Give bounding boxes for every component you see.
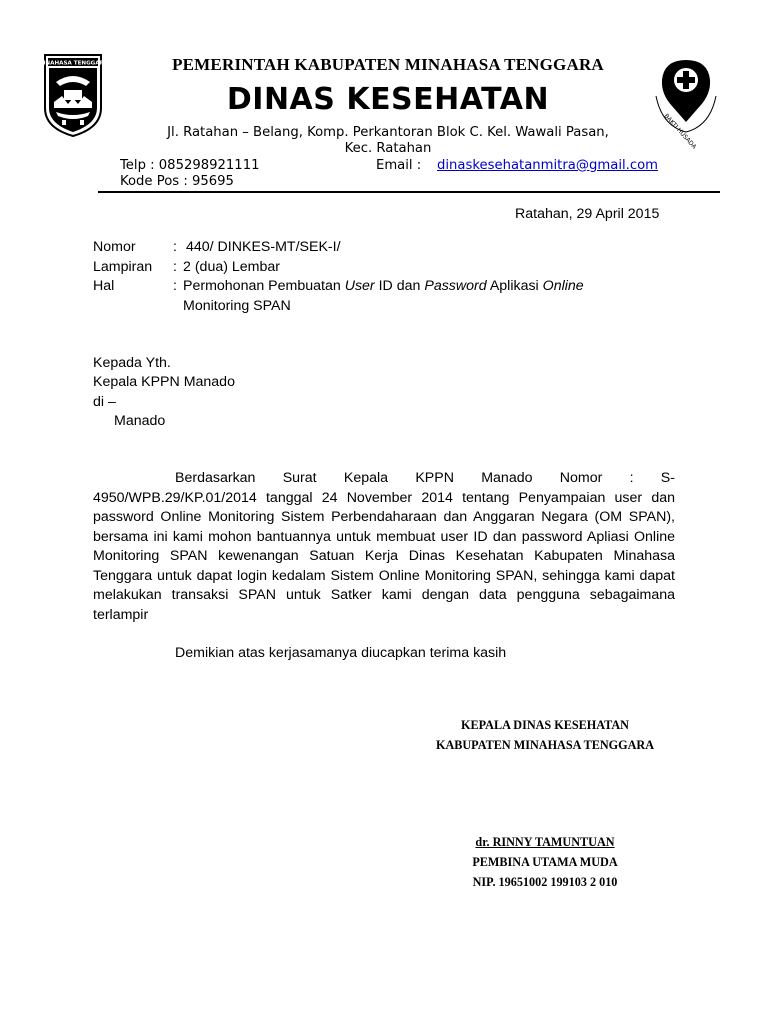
address — [108, 125, 668, 157]
hal-value: Permohonan Pembuatan User ID dan Password Aplikasi Online — [183, 278, 584, 294]
phone: Telp : 085298921111 — [120, 158, 260, 173]
nomor-label: Nomor — [93, 239, 136, 255]
signatory-institution: KABUPATEN MINAHASA TENGGARA — [435, 738, 655, 752]
address-line: Jl. Ratahan – Belang, Komp. Perkantoran Blok C. Kel. Wawali Pasan, — [167, 125, 609, 140]
body-paragraph: Berdasarkan Surat Kepala KPPN Manado Nomor : S-4950/WPB.29/KP.01/2014 tanggal 24 November 2014 tentang Penyampaian user dan password Online Monitoring Sistem Perbendaharaan dan Anggaran Negara (OM SPAN), bersama ini kami mohon bantuannya untuk membuat user ID dan password Apliasi Online Monitoring SPAN kewenangan Satuan Kerja Dinas Kesehatan Kabupaten Minahasa Tenggara untuk dapat login kedalam Sistem Online Monitoring SPAN, sehingga kami dapat melakukan transaksi SPAN untuk Satker kami dengan data pengguna sebagaimana terlampir — [93, 470, 675, 623]
lampiran-value: 2 (dua) Lembar — [183, 259, 280, 275]
address-line: Kec. Ratahan — [344, 141, 432, 156]
header-divider — [98, 191, 720, 193]
recipient-name: Kepala KPPN Manado — [93, 374, 235, 390]
hal-label: Hal — [93, 278, 115, 294]
letter-date: Ratahan, 29 April 2015 — [515, 206, 660, 222]
signatory-title: KEPALA DINAS KESEHATAN — [461, 718, 629, 732]
recipient-di: di – — [93, 394, 116, 410]
department-name: DINAS KESEHATAN — [226, 82, 550, 117]
colon: : — [173, 259, 177, 275]
colon: : — [173, 239, 177, 255]
email-label: Email : — [376, 158, 422, 173]
colon: : — [173, 278, 177, 294]
lampiran-label: Lampiran — [93, 259, 153, 275]
postal-code: Kode Pos : 95695 — [120, 174, 234, 189]
signatory-name: dr. RINNY TAMUNTUAN — [475, 835, 615, 849]
seal-label: MINAHASA TENGGARA — [37, 60, 109, 67]
email-link[interactable]: dinaskesehatanmitra@gmail.com — [437, 158, 659, 173]
regency-seal-logo — [37, 52, 109, 138]
signatory-nip: NIP. 19651002 199103 2 010 — [472, 875, 618, 889]
recipient-city: Manado — [114, 413, 166, 429]
government-name: PEMERINTAH KABUPATEN MINAHASA TENGGARA — [172, 55, 604, 74]
nomor-value: 440/ DINKES-MT/SEK-I/ — [186, 239, 341, 255]
logo-motto: BAKTI HUSADA — [662, 112, 698, 151]
signatory-rank: PEMBINA UTAMA MUDA — [472, 855, 618, 869]
hal-value-line2: Monitoring SPAN — [183, 298, 291, 314]
recipient-salutation: Kepada Yth. — [93, 355, 171, 371]
closing-sentence: Demikian atas kerjasamanya diucapkan terima kasih — [175, 645, 507, 661]
bakti-husada-logo — [652, 56, 720, 151]
